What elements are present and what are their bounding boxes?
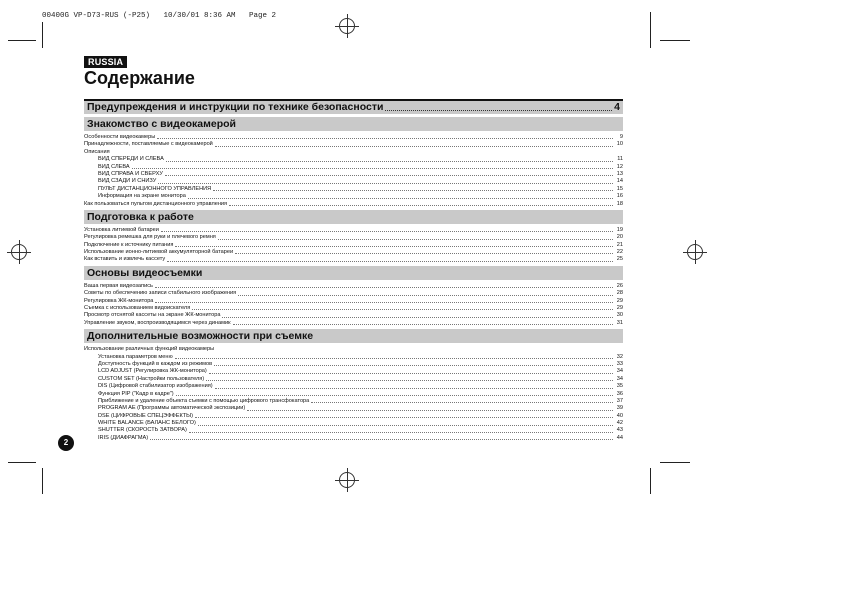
leader-dots xyxy=(209,373,613,374)
toc-entry-page: 11 xyxy=(617,156,623,163)
toc-entry-page: 21 xyxy=(616,241,623,248)
toc-entry-label: CUSTOM SET (Настройки пользователя) xyxy=(98,375,205,382)
toc-entry-label: Особенности видеокамеры xyxy=(84,133,156,140)
toc-entry[interactable] xyxy=(84,283,623,290)
toc-entry-page: 15 xyxy=(616,185,623,192)
toc-entry-page: 37 xyxy=(616,397,623,404)
leader-dots xyxy=(311,402,613,403)
toc-entry-label: ВИД СПЕРЕДИ И СЛЕВА xyxy=(98,156,164,163)
toc-entry-page: 40 xyxy=(616,412,623,419)
toc-entry-page: 28 xyxy=(616,290,623,297)
leader-dots xyxy=(215,146,613,147)
toc-entry-label: Использование ионно-литиевой аккумуляторной батареи xyxy=(84,249,234,256)
toc-entry-label: Съемка с использованием видоискателя xyxy=(84,305,191,312)
toc-entry-page: 22 xyxy=(616,249,623,256)
toc-entry[interactable] xyxy=(84,413,623,420)
toc-entry-page: 16 xyxy=(616,193,623,200)
leader-dots xyxy=(222,317,613,318)
leader-dots xyxy=(215,388,613,389)
toc-entry-page: 14 xyxy=(616,178,623,185)
leader-dots xyxy=(198,425,613,426)
toc-entry[interactable] xyxy=(84,405,623,412)
toc-entry-label: DSE (ЦИФРОВЫЕ СПЕЦЭФФЕКТЫ) xyxy=(98,412,193,419)
toc-entry-page: 12 xyxy=(616,163,623,170)
toc-entry[interactable] xyxy=(84,186,623,193)
toc-entry-label: Регулировка ремешка для руки и плечевого ремня xyxy=(84,234,216,241)
page-number-badge: 2 xyxy=(58,435,74,451)
toc-entry-page: 9 xyxy=(619,133,623,140)
section-heading: Дополнительные возможности при съемке xyxy=(84,329,623,343)
toc-entry[interactable] xyxy=(84,290,623,297)
toc-entry[interactable] xyxy=(84,242,623,249)
toc-entry-label: SHUTTER (СКОРОСТЬ ЗАТВОРА) xyxy=(98,427,187,434)
crop-mark-bottom-right-h xyxy=(660,462,690,463)
toc-entry-page: 30 xyxy=(616,312,623,319)
toc-entry-label: IRIS (ДИАФРАГМА) xyxy=(98,434,149,441)
leader-dots xyxy=(192,309,613,310)
toc-entry-page: 33 xyxy=(616,360,623,367)
toc-entry-label: Регулировка ЖК-монитора xyxy=(84,297,154,304)
toc-intro-label: Предупреждения и инструкции по технике безопасности xyxy=(87,101,384,113)
leader-dots xyxy=(206,380,613,381)
toc-entry-label: Управление звуком, воспроизводящимся через динамик xyxy=(84,319,231,326)
toc-entry-label: ПУЛЬТ ДИСТАНЦИОННОГО УПРАВЛЕНИЯ xyxy=(98,185,212,192)
toc-entry[interactable] xyxy=(84,312,623,319)
leader-dots xyxy=(158,183,613,184)
leader-dots xyxy=(229,205,613,206)
toc-entry-page: 43 xyxy=(616,427,623,434)
toc-entry[interactable] xyxy=(84,201,623,208)
crop-mark-top-left-v xyxy=(42,22,43,48)
country-badge: RUSSIA xyxy=(84,56,127,68)
leader-dots xyxy=(247,410,613,411)
leader-dots xyxy=(195,417,613,418)
toc-entry-page: 34 xyxy=(616,368,623,375)
leader-dots xyxy=(155,302,613,303)
toc-entry-page: 26 xyxy=(616,282,623,289)
toc-entry-page: 35 xyxy=(616,383,623,390)
leader-dots xyxy=(213,190,613,191)
toc-entry-label: WHITE BALANCE (БАЛАНС БЕЛОГО) xyxy=(98,420,196,427)
section-heading: Основы видеосъемки xyxy=(84,266,623,280)
leader-dots xyxy=(214,365,613,366)
toc-entry-page: 19 xyxy=(616,226,623,233)
toc-entry[interactable] xyxy=(84,249,623,256)
toc-entry-page: 36 xyxy=(616,390,623,397)
toc-entry[interactable] xyxy=(84,320,623,327)
leader-dots xyxy=(132,168,613,169)
toc-entry-page: 29 xyxy=(616,297,623,304)
toc-entry-page: 18 xyxy=(616,200,623,207)
leader-dots xyxy=(189,432,613,433)
crop-mark-bottom-right-v xyxy=(650,468,651,494)
toc-entry[interactable] xyxy=(84,256,623,263)
toc-entry-label: Как пользоваться пультом дистанционного управления xyxy=(84,200,228,207)
toc-entry[interactable] xyxy=(84,354,623,361)
leader-dots xyxy=(161,231,613,232)
toc-entry[interactable] xyxy=(84,391,623,398)
toc-entry xyxy=(84,149,623,156)
toc-entry[interactable] xyxy=(84,298,623,305)
toc-entry-label: Установка параметров меню xyxy=(98,353,173,360)
section-entries xyxy=(84,227,623,264)
toc-entry[interactable] xyxy=(84,193,623,200)
toc-entry-label: ВИД СЛЕВА xyxy=(98,163,130,170)
leader-dots xyxy=(166,161,613,162)
toc-entry-label: PROGRAM AE (Программы автоматической экспозиции) xyxy=(98,405,246,412)
toc-entry[interactable] xyxy=(84,234,623,241)
crop-mark-top-left-h xyxy=(8,40,36,41)
leader-dots xyxy=(235,253,613,254)
print-header: 00400G VP-D73-RUS (-P25) 10/30/01 8:36 AM Page 2 xyxy=(42,12,277,20)
toc-entry-label: LCD ADJUST (Регулировка ЖК-монитора) xyxy=(98,368,207,375)
toc-entry[interactable] xyxy=(84,156,623,163)
toc-entry-label: Использование различных функций видеокамеры xyxy=(84,346,215,353)
leader-dots xyxy=(167,261,613,262)
toc-entry-page: 31 xyxy=(616,319,623,326)
leader-dots xyxy=(165,175,613,176)
section-heading: Подготовка к работе xyxy=(84,210,623,224)
leader-dots xyxy=(385,101,612,111)
toc-entry[interactable] xyxy=(84,227,623,234)
toc-sections xyxy=(84,117,623,442)
section-entries xyxy=(84,346,623,442)
registration-mark-bottom xyxy=(339,472,355,488)
toc-entry[interactable] xyxy=(84,141,623,148)
toc-entry[interactable] xyxy=(84,171,623,178)
toc-entry[interactable] xyxy=(84,383,623,390)
toc-entry-page: 13 xyxy=(616,170,623,177)
crop-mark-bottom-left-v xyxy=(42,468,43,494)
crop-mark-top-right-v xyxy=(650,12,651,48)
leader-dots xyxy=(150,439,613,440)
toc-entry-label: Приближение и удаление объекта съемки с помощью цифрового трансфокатора xyxy=(98,397,310,404)
toc-entry-label: Ваша первая видеозапись xyxy=(84,282,153,289)
toc-entry-page: 25 xyxy=(616,256,623,263)
toc-entry[interactable] xyxy=(84,420,623,427)
leader-dots xyxy=(175,358,613,359)
toc-entry[interactable] xyxy=(84,178,623,185)
toc-intro-entry[interactable] xyxy=(84,99,623,114)
section-heading: Знакомство с видеокамерой xyxy=(84,117,623,131)
toc-entry-label: Функция PIP ("Кадр в кадре") xyxy=(98,390,174,397)
crop-mark-bottom-left-h xyxy=(8,462,36,463)
toc-entry-label: Как вставить и извлечь кассету xyxy=(84,256,166,263)
toc-entry-page: 29 xyxy=(616,305,623,312)
toc-entry-label: Доступность функций в каждом из режимов xyxy=(98,360,213,367)
leader-dots xyxy=(155,287,613,288)
toc-entry-page: 42 xyxy=(616,420,623,427)
toc-entry-page: 32 xyxy=(616,353,623,360)
toc-entry-label: Описания xyxy=(84,148,110,155)
leader-dots xyxy=(238,295,613,296)
page-title: Содержание xyxy=(84,68,195,88)
toc-entry[interactable] xyxy=(84,428,623,435)
leader-dots xyxy=(157,138,613,139)
toc-entry[interactable] xyxy=(84,368,623,375)
toc-entry-label: DIS (Цифровой стабилизатор изображения) xyxy=(98,383,213,390)
registration-mark-top xyxy=(339,18,355,34)
leader-dots xyxy=(176,395,613,396)
toc-entry-page: 34 xyxy=(616,375,623,382)
toc-entry-page: 39 xyxy=(616,405,623,412)
toc-intro-page: 4 xyxy=(614,101,620,113)
section-entries xyxy=(84,134,623,208)
toc-entry-label: Просмотр отснятой кассеты на экране ЖК-монитора xyxy=(84,312,221,319)
toc-entry[interactable] xyxy=(84,361,623,368)
table-of-contents xyxy=(84,97,623,444)
toc-entry-page: 10 xyxy=(616,141,623,148)
registration-mark-right xyxy=(687,244,703,260)
leader-dots xyxy=(233,324,613,325)
toc-entry[interactable] xyxy=(84,164,623,171)
toc-entry-label: Подключение к источнику питания xyxy=(84,241,174,248)
registration-mark-left xyxy=(11,244,27,260)
leader-dots xyxy=(175,246,613,247)
toc-entry-page: 20 xyxy=(616,234,623,241)
section-entries xyxy=(84,283,623,327)
toc-entry-label: Принадлежности, поставляемые с видеокамерой xyxy=(84,141,213,148)
toc-entry-page: 44 xyxy=(616,434,623,441)
toc-entry-label: Советы по обеспечению записи стабильного изображения xyxy=(84,290,237,297)
toc-entry-label: Информация на экране монитора xyxy=(98,193,186,200)
toc-entry-label: Установка литиевой батареи xyxy=(84,226,159,233)
toc-entry xyxy=(84,346,623,353)
crop-mark-top-right-h xyxy=(660,40,690,41)
toc-entry-label: ВИД СПРАВА И СВЕРХУ xyxy=(98,170,163,177)
leader-dots xyxy=(218,239,613,240)
toc-entry[interactable] xyxy=(84,435,623,442)
toc-entry-label: ВИД СЗАДИ И СНИЗУ xyxy=(98,178,157,185)
leader-dots xyxy=(188,198,613,199)
